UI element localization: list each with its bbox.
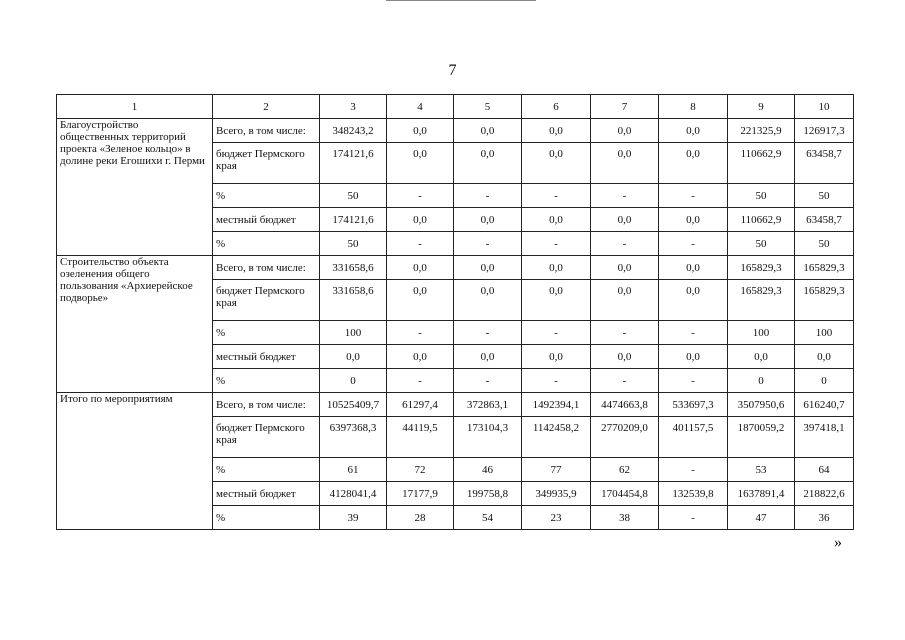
value-cell: 331658,6 (320, 280, 387, 321)
value-cell: 53 (728, 458, 795, 482)
value-cell: 0,0 (320, 345, 387, 369)
value-cell: 0,0 (387, 280, 454, 321)
value-cell: 17177,9 (387, 482, 454, 506)
table-row (57, 256, 854, 280)
value-cell: - (591, 232, 659, 256)
value-cell: - (454, 369, 522, 393)
value-cell: 62 (591, 458, 659, 482)
value-cell: 38 (591, 506, 659, 530)
value-cell: 23 (522, 506, 591, 530)
value-cell: 0,0 (522, 256, 591, 280)
funding-source-label: Всего, в том числе: (213, 119, 320, 143)
value-cell: 110662,9 (728, 143, 795, 184)
value-cell: 0,0 (591, 143, 659, 184)
value-cell: 46 (454, 458, 522, 482)
value-cell: 0,0 (454, 119, 522, 143)
value-cell: 0 (795, 369, 854, 393)
value-cell: 0,0 (659, 256, 728, 280)
value-cell: - (522, 184, 591, 208)
value-cell: 0,0 (454, 280, 522, 321)
value-cell: - (387, 369, 454, 393)
value-cell: 0 (320, 369, 387, 393)
value-cell: 132539,8 (659, 482, 728, 506)
value-cell: 50 (795, 184, 854, 208)
value-cell: 173104,3 (454, 417, 522, 458)
value-cell: - (522, 369, 591, 393)
funding-source-label: местный бюджет (213, 208, 320, 232)
column-header: 5 (454, 95, 522, 119)
value-cell: 0,0 (591, 119, 659, 143)
value-cell: 72 (387, 458, 454, 482)
value-cell: 372863,1 (454, 393, 522, 417)
value-cell: - (659, 458, 728, 482)
value-cell: 0,0 (659, 208, 728, 232)
value-cell: 0,0 (591, 256, 659, 280)
funding-source-label: Всего, в том числе: (213, 393, 320, 417)
value-cell: 199758,8 (454, 482, 522, 506)
value-cell: 165829,3 (728, 280, 795, 321)
value-cell: 0,0 (522, 119, 591, 143)
top-rule (386, 0, 536, 1)
value-cell: - (659, 184, 728, 208)
value-cell: 401157,5 (659, 417, 728, 458)
column-header: 6 (522, 95, 591, 119)
measure-name: Итого по мероприятиям (57, 393, 213, 530)
value-cell: 61 (320, 458, 387, 482)
column-header: 10 (795, 95, 854, 119)
value-cell: - (387, 321, 454, 345)
column-header: 9 (728, 95, 795, 119)
value-cell: 1142458,2 (522, 417, 591, 458)
funding-source-label: бюджет Пермского края (213, 280, 320, 321)
value-cell: 39 (320, 506, 387, 530)
value-cell: 1870059,2 (728, 417, 795, 458)
closing-quote: » (834, 534, 842, 551)
column-header: 1 (57, 95, 213, 119)
value-cell: 28 (387, 506, 454, 530)
column-header: 2 (213, 95, 320, 119)
value-cell: 0,0 (387, 208, 454, 232)
value-cell: 0,0 (387, 143, 454, 184)
value-cell: 0,0 (387, 345, 454, 369)
value-cell: 126917,3 (795, 119, 854, 143)
value-cell: - (454, 184, 522, 208)
column-header: 7 (591, 95, 659, 119)
column-header: 4 (387, 95, 454, 119)
value-cell: 0,0 (454, 256, 522, 280)
value-cell: 0,0 (454, 143, 522, 184)
value-cell: - (387, 184, 454, 208)
funding-source-label: Всего, в том числе: (213, 256, 320, 280)
value-cell: - (454, 321, 522, 345)
value-cell: 4474663,8 (591, 393, 659, 417)
value-cell: 3507950,6 (728, 393, 795, 417)
value-cell: - (659, 369, 728, 393)
column-header: 3 (320, 95, 387, 119)
value-cell: - (522, 321, 591, 345)
value-cell: 10525409,7 (320, 393, 387, 417)
value-cell: 0,0 (659, 119, 728, 143)
table-row (57, 393, 854, 417)
funding-source-label: бюджет Пермского края (213, 143, 320, 184)
value-cell: 0,0 (659, 345, 728, 369)
value-cell: 0,0 (387, 256, 454, 280)
value-cell: 100 (728, 321, 795, 345)
value-cell: 100 (320, 321, 387, 345)
value-cell: - (659, 321, 728, 345)
value-cell: 63458,7 (795, 143, 854, 184)
value-cell: 50 (320, 232, 387, 256)
value-cell: 0,0 (387, 119, 454, 143)
table-row (57, 119, 854, 143)
value-cell: 1492394,1 (522, 393, 591, 417)
value-cell: 165829,3 (728, 256, 795, 280)
header-row (57, 95, 854, 119)
value-cell: 100 (795, 321, 854, 345)
column-header: 8 (659, 95, 728, 119)
value-cell: 0,0 (522, 208, 591, 232)
funding-source-label: % (213, 321, 320, 345)
budget-table (56, 94, 854, 530)
value-cell: - (387, 232, 454, 256)
funding-source-label: % (213, 458, 320, 482)
funding-source-label: % (213, 232, 320, 256)
value-cell: 165829,3 (795, 256, 854, 280)
value-cell: 47 (728, 506, 795, 530)
value-cell: 2770209,0 (591, 417, 659, 458)
value-cell: - (454, 232, 522, 256)
value-cell: 50 (795, 232, 854, 256)
value-cell: 0,0 (522, 280, 591, 321)
funding-source-label: местный бюджет (213, 482, 320, 506)
value-cell: 221325,9 (728, 119, 795, 143)
measure-name: Строительство объекта озеленения общего пользования «Архиерейское подворье» (57, 256, 213, 393)
measure-name: Благоустройство общественных территорий проекта «Зеленое кольцо» в долине реки Егошихи г. Перми (57, 119, 213, 256)
value-cell: 110662,9 (728, 208, 795, 232)
funding-source-label: бюджет Пермского края (213, 417, 320, 458)
value-cell: 1704454,8 (591, 482, 659, 506)
value-cell: 63458,7 (795, 208, 854, 232)
value-cell: - (659, 506, 728, 530)
value-cell: 348243,2 (320, 119, 387, 143)
value-cell: 0,0 (591, 345, 659, 369)
value-cell: 165829,3 (795, 280, 854, 321)
value-cell: 0,0 (659, 143, 728, 184)
value-cell: 616240,7 (795, 393, 854, 417)
value-cell: 54 (454, 506, 522, 530)
value-cell: - (591, 321, 659, 345)
value-cell: 0,0 (522, 345, 591, 369)
value-cell: 397418,1 (795, 417, 854, 458)
value-cell: 218822,6 (795, 482, 854, 506)
value-cell: 0,0 (522, 143, 591, 184)
value-cell: 4128041,4 (320, 482, 387, 506)
funding-source-label: местный бюджет (213, 345, 320, 369)
value-cell: 44119,5 (387, 417, 454, 458)
value-cell: 50 (728, 232, 795, 256)
funding-source-label: % (213, 369, 320, 393)
value-cell: 6397368,3 (320, 417, 387, 458)
page-number: 7 (448, 62, 457, 79)
value-cell: 64 (795, 458, 854, 482)
value-cell: 174121,6 (320, 143, 387, 184)
value-cell: 61297,4 (387, 393, 454, 417)
value-cell: - (659, 232, 728, 256)
value-cell: 174121,6 (320, 208, 387, 232)
value-cell: - (591, 369, 659, 393)
value-cell: 50 (728, 184, 795, 208)
value-cell: 0 (728, 369, 795, 393)
value-cell: 0,0 (454, 208, 522, 232)
value-cell: 331658,6 (320, 256, 387, 280)
value-cell: 0,0 (454, 345, 522, 369)
value-cell: 0,0 (728, 345, 795, 369)
funding-source-label: % (213, 506, 320, 530)
value-cell: 77 (522, 458, 591, 482)
value-cell: 50 (320, 184, 387, 208)
funding-source-label: % (213, 184, 320, 208)
value-cell: 36 (795, 506, 854, 530)
value-cell: - (591, 184, 659, 208)
value-cell: 0,0 (591, 280, 659, 321)
value-cell: 0,0 (591, 208, 659, 232)
value-cell: 349935,9 (522, 482, 591, 506)
value-cell: - (522, 232, 591, 256)
value-cell: 0,0 (659, 280, 728, 321)
value-cell: 0,0 (795, 345, 854, 369)
value-cell: 1637891,4 (728, 482, 795, 506)
value-cell: 533697,3 (659, 393, 728, 417)
